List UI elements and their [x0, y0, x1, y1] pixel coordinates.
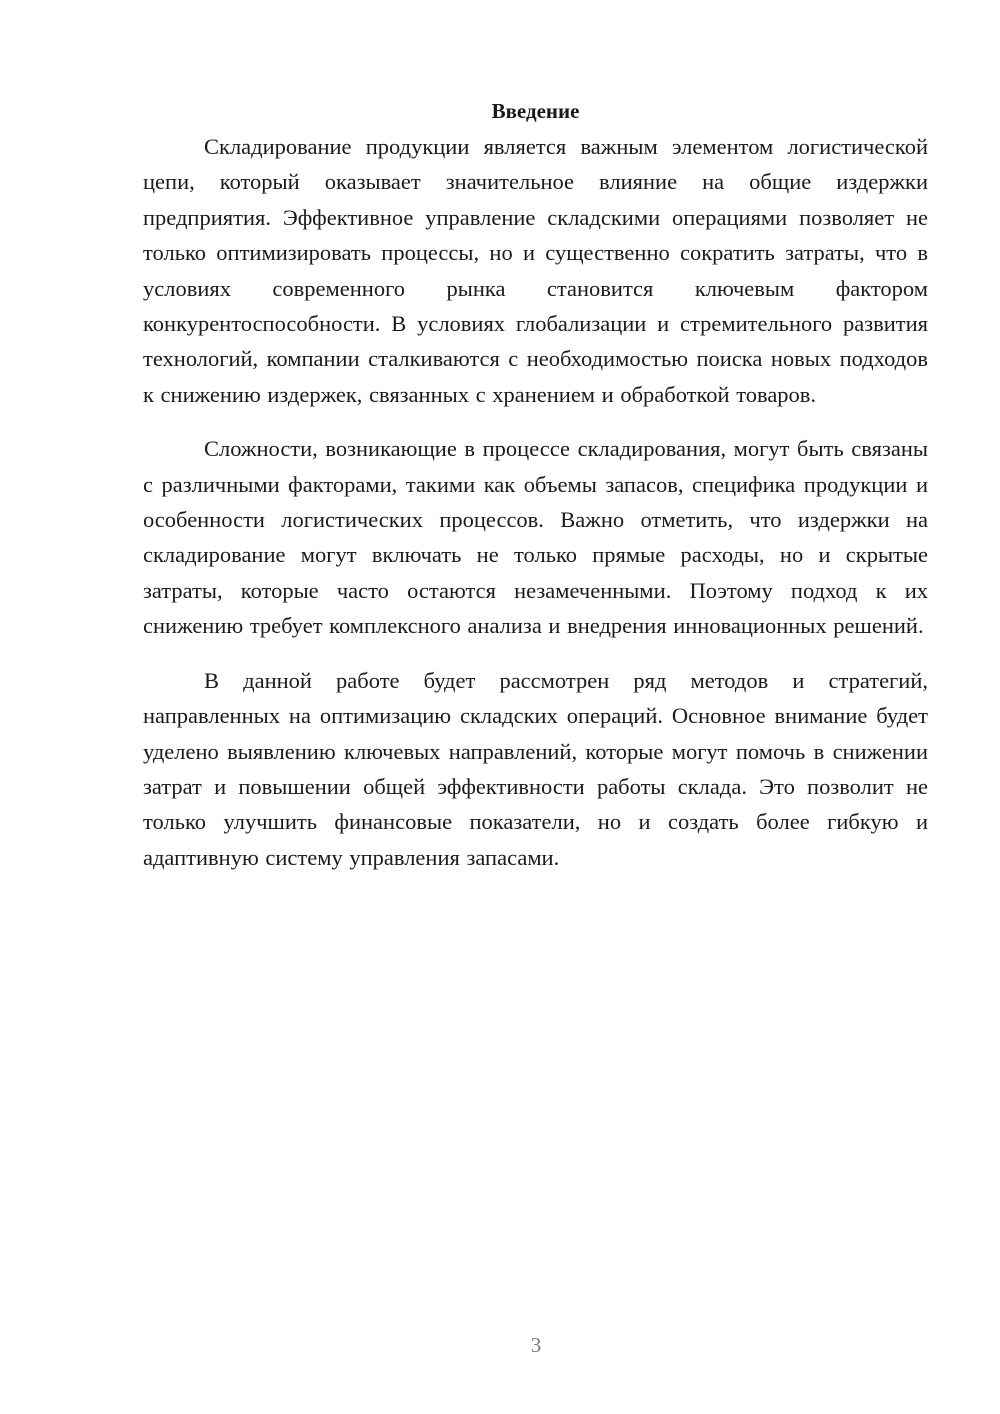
section-heading: Введение	[491, 99, 580, 123]
paragraph-2: Сложности, возникающие в процессе складирования, могут быть связаны с различными факторами, такими как объемы запасов, специфика продукции и особенности логистических процессов. Важно отметить, что издержки на складирование могут включать не только прямые расходы, но и скрытые затраты, которые часто остаются незамеченными. Поэтому подход к их снижению требует комплексного анализа и внедрения инновационных решений.	[143, 436, 928, 639]
page-number: 3	[530, 1333, 542, 1357]
paragraph-1: Складирование продукции является важным элементом логистической цепи, который оказывает значительное влияние на общие издержки предприятия. Эффективное управление складскими операциями позволяет не только оптимизировать процессы, но и существенно сократить затраты, что в условиях современного рынка становится ключевым фактором конкурентоспособности. В условиях глобализации и стремительного развития технологий, компании сталкиваются с необходимостью поиска новых подходов к снижению издержек, связанных с хранением и обработкой товаров.	[143, 134, 928, 407]
page-content	[143, 94, 928, 894]
paragraph-3: В данной работе будет рассмотрен ряд методов и стратегий, направленных на оптимизацию складских операций. Основное внимание будет уделено выявлению ключевых направлений, которые могут помочь в снижении затрат и повышении общей эффективности работы склада. Это позволит не только улучшить финансовые показатели, но и создать более гибкую и адаптивную систему управления запасами.	[143, 667, 928, 870]
